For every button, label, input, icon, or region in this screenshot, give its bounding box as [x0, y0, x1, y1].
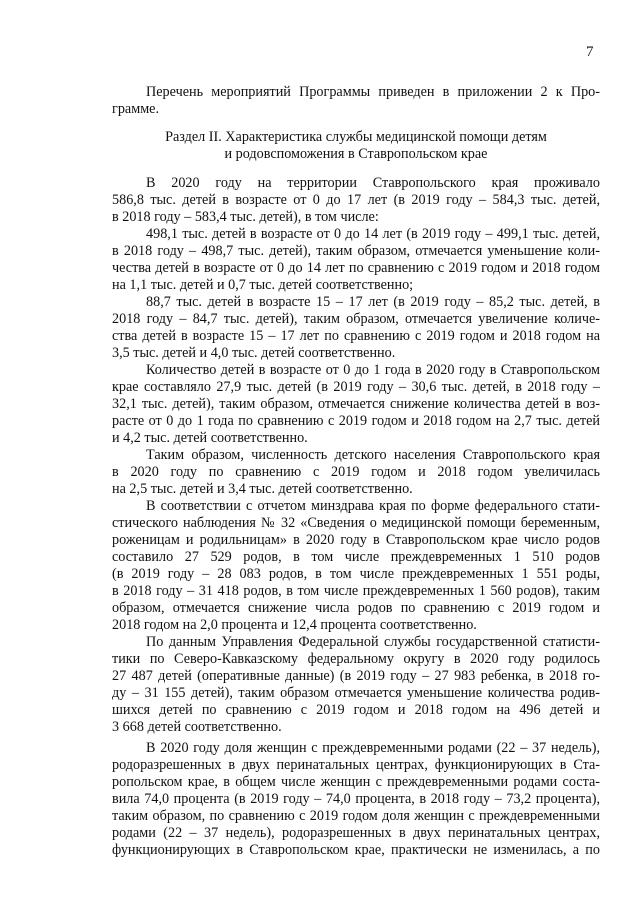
- text-line: в 2020 году по сравнению с 2019 годом и 2018 годом увеличилась: [112, 464, 600, 480]
- text-line: Количество детей в возрасте от 0 до 1 года в 2020 году в Ставропольском: [146, 362, 600, 378]
- text-line: крае составляло 27,9 тыс. детей (в 2019 году – 30,6 тыс. детей, в 2018 году –: [112, 379, 600, 395]
- text-line: Таким образом, численность детского населения Ставропольского края: [146, 447, 600, 463]
- text-line: в 2018 году – 583,4 тыс. детей), в том числе:: [112, 209, 379, 225]
- text-line: грамме.: [112, 101, 160, 117]
- text-line: составило 27 529 родов, в том числе преждевременных 1 510 родов: [112, 549, 600, 565]
- text-line: 2018 году – 84,7 тыс. детей), таким образом, отмечается увеличение количе-: [112, 311, 600, 327]
- text-line: 3,5 тыс. детей и 4,0 тыс. детей соответственно.: [112, 345, 396, 361]
- text-line: на 1,1 тыс. детей и 0,7 тыс. детей соответственно;: [112, 277, 414, 293]
- text-line: Перечень мероприятий Программы приведен в приложении 2 к Про-: [146, 84, 600, 100]
- text-line: 88,7 тыс. детей в возрасте 15 – 17 лет (в 2019 году – 85,2 тыс. детей, в: [146, 294, 600, 310]
- text-line: расте от 0 до 1 года по сравнению с 2019 годом и 2018 годом на 2,7 тыс. детей: [112, 413, 600, 429]
- section-title-line: Раздел II. Характеристика службы медицинской помощи детям: [165, 129, 547, 145]
- text-line: вила 74,0 процента (в 2019 году – 74,0 процента, в 2018 году – 73,2 процента),: [112, 791, 600, 807]
- text-line: чества детей в возрасте от 0 до 14 лет по сравнению с 2019 годом и 2018 годом: [112, 260, 600, 276]
- text-line: ропольском крае, в общем числе женщин с преждевременными родами соста-: [112, 774, 600, 790]
- text-line: В 2020 году на территории Ставропольского края проживало: [146, 175, 600, 191]
- text-line: По данным Управления Федеральной службы государственной статисти-: [146, 634, 600, 650]
- text-line: на 2,5 тыс. детей и 3,4 тыс. детей соответственно.: [112, 481, 413, 497]
- text-line: таким образом, по сравнению с 2019 годом доля женщин с преждевременными: [112, 808, 600, 824]
- text-line: 32,1 тыс. детей), таким образом, отмечается снижение количества детей в воз-: [112, 396, 600, 412]
- text-line: 586,8 тыс. детей в возрасте от 0 до 17 лет (в 2019 году – 584,3 тыс. детей,: [112, 192, 600, 208]
- text-line: ду – 31 155 детей), таким образом отмечается уменьшение количества родив-: [112, 685, 600, 701]
- page-number: 7: [586, 44, 594, 60]
- text-line: 3 668 детей соответственно.: [112, 719, 282, 735]
- section-title-line: и родовспоможения в Ставропольском крае: [224, 146, 488, 162]
- text-line: (в 2019 году – 28 083 родов, в том числе преждевременных 1 551 роды,: [112, 566, 600, 582]
- text-line: стического наблюдения № 32 «Сведения о медицинской помощи беременным,: [112, 515, 600, 531]
- text-line: в 2018 году – 498,7 тыс. детей), таким образом, отмечается уменьшение коли-: [112, 243, 600, 259]
- text-line: образом, отмечается снижение числа родов по сравнению с 2019 годом и: [112, 600, 600, 616]
- text-line: родоразрешенных в двух перинатальных центрах, функционирующих в Ста-: [112, 757, 600, 773]
- text-line: в 2018 году – 31 418 родов, в том числе преждевременных 1 560 родов), таким: [112, 583, 600, 599]
- text-line: 498,1 тыс. детей в возрасте от 0 до 14 лет (в 2019 году – 499,1 тыс. детей,: [146, 226, 600, 242]
- text-line: В соответствии с отчетом минздрава края по форме федерального стати-: [146, 498, 600, 514]
- text-line: 2018 годом на 2,0 процента и 12,4 процента соответственно.: [112, 617, 477, 633]
- text-line: роженицам и родильницам» в 2020 году в Ставропольском крае число родов: [112, 532, 600, 548]
- text-line: функционирующих в Ставропольском крае, практически не изменилась, а по: [112, 842, 600, 858]
- text-line: родами (22 – 37 недель), родоразрешенных в двух перинатальных центрах,: [112, 825, 600, 841]
- text-line: 27 487 детей (оперативные данные) (в 2019 году – 27 983 ребенка, в 2018 го-: [112, 668, 600, 684]
- text-line: и 4,2 тыс. детей соответственно.: [112, 430, 308, 446]
- text-line: ства детей в возрасте 15 – 17 лет по сравнению с 2019 годом и 2018 годом на: [112, 328, 600, 344]
- text-line: шихся детей по сравнению с 2019 годом и 2018 годом на 496 детей и: [112, 702, 600, 718]
- text-line: тики по Северо-Кавказскому федеральному округу в 2020 году родилось: [112, 651, 600, 667]
- text-line: В 2020 году доля женщин с преждевременными родами (22 – 37 недель),: [146, 740, 600, 756]
